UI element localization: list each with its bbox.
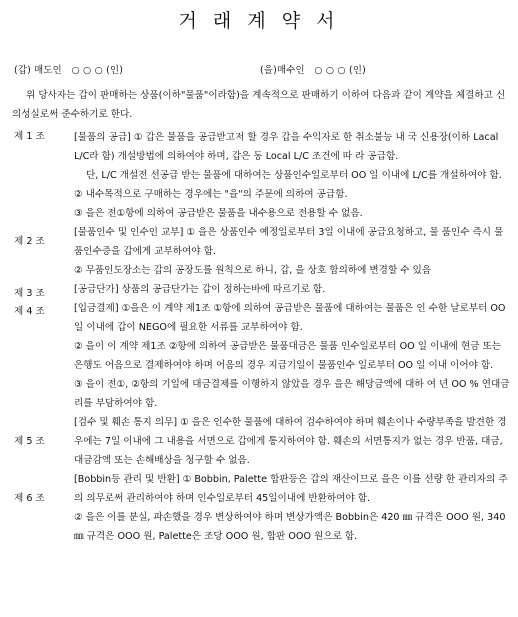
clause-1	[10, 128, 510, 223]
seller-party: (갑) 매도인 ○ ○ ○ (인)	[14, 65, 124, 76]
clause-text: ② 을이 이 계약 제1조 ②항에 의하여 공급받은 물품대금은 물품 인수일로부터 OO 일 이내에 현금 또는 은행도 어음으로 결제하여야 하며 어음의 경우 지급기일이 물품인수 일로부터 OO 일 이내 이어야 함.	[74, 341, 502, 371]
parties-line	[14, 62, 504, 76]
clause-number: 제 5 조	[14, 436, 45, 447]
clause-2	[10, 223, 510, 280]
clause-body	[74, 470, 510, 546]
clause-text: ② 내수목적으로 구매하는 경우에는 "을"의 주문에 의하여 공급함.	[74, 189, 348, 200]
clause-number: 제 1 조	[14, 131, 45, 142]
clause-text: ② 을은 이를 분실, 파손했을 경우 변상하여야 하며 변상가액은 Bobbin은 420 ㎜ 규격은 OOO 원, 340 ㎜ 규격은 OOO 원, Palette은 조당 OOO 원, 합판 OOO 원으로 함.	[74, 512, 506, 542]
clause-body	[74, 299, 510, 413]
buyer-party: (을)매수인 ○ ○ ○ (인)	[260, 65, 366, 76]
clause-text: [Bobbin등 관리 및 반환] ① Bobbin, Palette 합판등은 갑의 재산이므로 을은 이를 선량 한 관리자의 주의 의무로써 관리하여야 하며 인수일로부터 45일이내에 반환하여야 함.	[74, 474, 508, 504]
clause-text: ③ 을이 전①, ②항의 기일에 대금결제를 이행하지 않았을 경우 을은 해당금액에 대하 여 년 OO % 연대금리를 부담하여야 함.	[74, 379, 510, 409]
clause-body	[74, 280, 510, 299]
clause-text: [물품인수 및 인수인 교부] ① 을은 상품인수 예정일로부터 3일 이내에 공급요청하고, 물 품인수 즉시 물품인수증을 갑에게 교부하여야 함.	[74, 227, 504, 257]
clause-number: 제 3 조	[14, 288, 45, 299]
clause-3	[10, 280, 510, 299]
clause-text: [검수 및 훼손 통지 의무] ① 을은 인수한 물품에 대하여 검수하여야 하며 훼손이나 수량부족을 발견한 경우에는 7일 이내에 그 내용을 서면으로 갑에게 통지하여야 함. 훼손의 서면통지가 없는 경우 반품, 대금, 대금감액 또는 손해배상을 청구할 수 없음.	[74, 417, 507, 466]
clause-text: [물품의 공급] ① 갑은 물품을 공급받고저 할 경우 갑을 수익자로 한 취소불능 내 국 신용장(이하 Lacal L/C라 함) 개설방법에 의하여야 하며, 갑은 동 Local L/C 조건에 따 라 공급함.	[74, 132, 499, 162]
clause-number: 제 4 조	[14, 306, 45, 317]
clause-body	[74, 128, 510, 223]
clause-number: 제 2 조	[14, 236, 45, 247]
clause-number: 제 6 조	[14, 493, 45, 504]
clause-body	[74, 413, 510, 470]
clause-4	[10, 299, 510, 413]
clause-text: [입금결제] ①을은 이 계약 제1조 ①항에 의하여 공급받은 물품에 대하여는 물품은 인 수한 날로부터 OO 일 이내에 갑이 NEGO에 필요한 서류를 교부하여야 함.	[74, 303, 506, 333]
document-title: 거 래 계 약 서	[178, 10, 340, 32]
clause-6	[10, 470, 510, 546]
clause-5	[10, 413, 510, 470]
clause-list	[10, 128, 510, 546]
clause-text: ③ 을은 전①항에 의하여 공급받은 물품을 내수용으로 전용할 수 없음.	[74, 208, 363, 219]
clause-body	[74, 223, 510, 280]
intro-paragraph: 위 당사자는 갑이 판매하는 상품(이하"물품"이라함)을 계속적으로 판매하기 이하여 다음과 같이 계약을 체결하고 신의성실로써 준수하기로 한다.	[12, 90, 506, 120]
clause-text: 단, L/C 개설전 선공급 받는 물품에 대하여는 상품인수일로부터 OO 일 이내에 L/C를 개설하여야 함.	[86, 170, 502, 181]
clause-text: ② 무품인도장소는 갑의 공장도를 원칙으로 하니, 갑, 을 상호 합의하에 변경할 수 있음	[74, 265, 432, 276]
clause-text: [공급단가] 상품의 공급단가는 갑이 정하는바에 따르기로 함.	[74, 284, 326, 295]
